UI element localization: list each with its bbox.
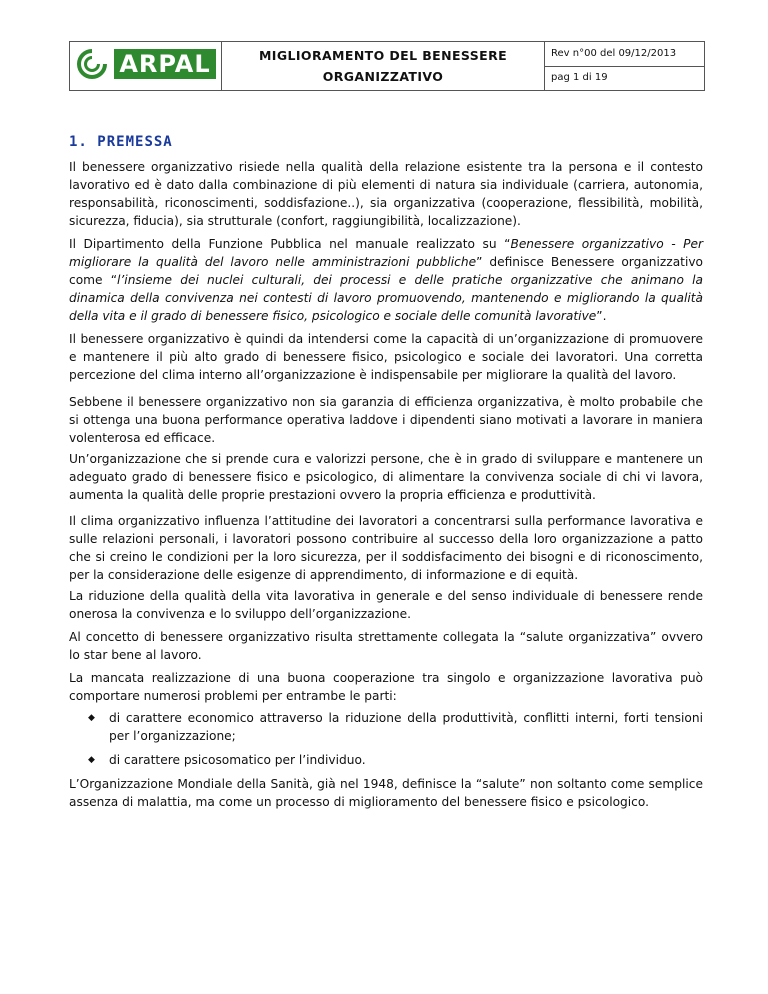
section-heading	[69, 134, 173, 150]
paragraph: Il clima organizzativo influenza l’attitudine dei lavoratori a concentrarsi sulla performance lavorativa e sulle relazioni personali, i lavoratori possono contribuire al successo della loro organizzazione a patto che si creino le condizioni per la loro sicurezza, per il soddisfacimento dei bisogni e di riconoscimento, per la considerazione delle esigenze di apprendimento, di informazione e di equità.	[69, 514, 703, 582]
arpal-logo	[75, 49, 215, 79]
text-run: Il Dipartimento della Funzione Pubblica nel manuale realizzato su “	[69, 237, 511, 251]
manual-title: Benessere organizzativo - Per migliorare la qualità del lavoro nelle amministrazioni pubbliche	[69, 237, 703, 269]
page-number: pag 1 di 19	[551, 72, 608, 84]
paragraph: La riduzione della qualità della vita lavorativa in generale e del senso individuale di benessere rende onerosa la convivenza e lo sviluppo dell’organizzazione.	[69, 589, 703, 621]
arpal-swirl-icon	[75, 49, 111, 79]
section-title: PREMESSA	[97, 134, 173, 150]
revision-cell	[545, 42, 705, 67]
text-run: ” definisce Benessere organizzativo come “	[69, 255, 703, 287]
paragraph: Un’organizzazione che si prende cura e valorizzi persone, che è in grado di sviluppare e mantenere un adeguato grado di benessere fisico e psicologico, di alimentare la convivenza sociale di chi vi lavora, aumenta la qualità delle proprie prestazioni ovvero la propria efficienza e produttività.	[69, 452, 703, 502]
section-number: 1.	[69, 134, 88, 150]
paragraph: Il benessere organizzativo è quindi da intendersi come la capacità di un’organizzazione di promuovere e mantenere il più alto grado di benessere fisico, psicologico e sociale dei lavoratori. Una corretta percezione del clima interno all’organizzazione è indispensabile per migliorare la qualità del lavoro.	[69, 332, 703, 382]
paragraph: Al concetto di benessere organizzativo risulta strettamente collegata la “salute organizzativa” ovvero lo star bene al lavoro.	[69, 630, 703, 662]
list-item: ◆ di carattere psicosomatico per l’individuo.	[88, 751, 703, 769]
paragraph: La mancata realizzazione di una buona cooperazione tra singolo e organizzazione lavorativa può comportare numerosi problemi per entrambe le parti:	[69, 671, 703, 703]
document-title	[222, 42, 545, 91]
document-header	[69, 41, 705, 91]
paragraph: Il benessere organizzativo risiede nella qualità della relazione esistente tra la persona e il contesto lavorativo ed è dato dalla combinazione di più elementi di natura sia individuale (carriera, autonomia, responsabilità, riconoscimenti, soddisfazione..), sia organizzativa (cooperazione, flessibilità, mobilità, sicurezza, fiducia), sia strutturale (confort, raggiungibilità, localizzazione).	[69, 160, 703, 228]
logo-cell	[70, 42, 222, 91]
title-line-2: ORGANIZZATIVO	[322, 69, 444, 84]
paragraph: Sebbene il benessere organizzativo non sia garanzia di efficienza organizzativa, è molto probabile che si ottenga una buona performance operativa laddove i dipendenti siano motivati a lavorare in maniera volenterosa ed efficace.	[69, 395, 703, 445]
paragraph	[69, 235, 703, 325]
paragraph: L’Organizzazione Mondiale della Sanità, già nel 1948, definisce la “salute” non soltanto come semplice assenza di malattia, ma come un processo di miglioramento del benessere fisico e psicologico.	[69, 777, 703, 809]
page-cell	[545, 66, 705, 91]
text-run: ”.	[596, 309, 607, 323]
bullet-list	[69, 709, 703, 769]
revision-text: Rev n°00 del 09/12/2013	[551, 47, 677, 59]
body-text	[69, 158, 703, 816]
definition-quote: l’insieme dei nuclei culturali, dei processi e delle pratiche organizzative che animano la dinamica della convivenza nei contesti di lavoro promuovendo, mantenendo e migliorando la qualità della vita e il grado di benessere fisico, psicologico e sociale delle comunità lavorative	[69, 273, 704, 323]
logo-text: ARPAL	[114, 49, 215, 79]
list-item: ◆ di carattere economico attraverso la riduzione della produttività, conflitti interni, forti tensioni per l’organizzazione;	[88, 709, 703, 745]
title-line-1: MIGLIORAMENTO DEL BENESSERE	[258, 48, 508, 63]
